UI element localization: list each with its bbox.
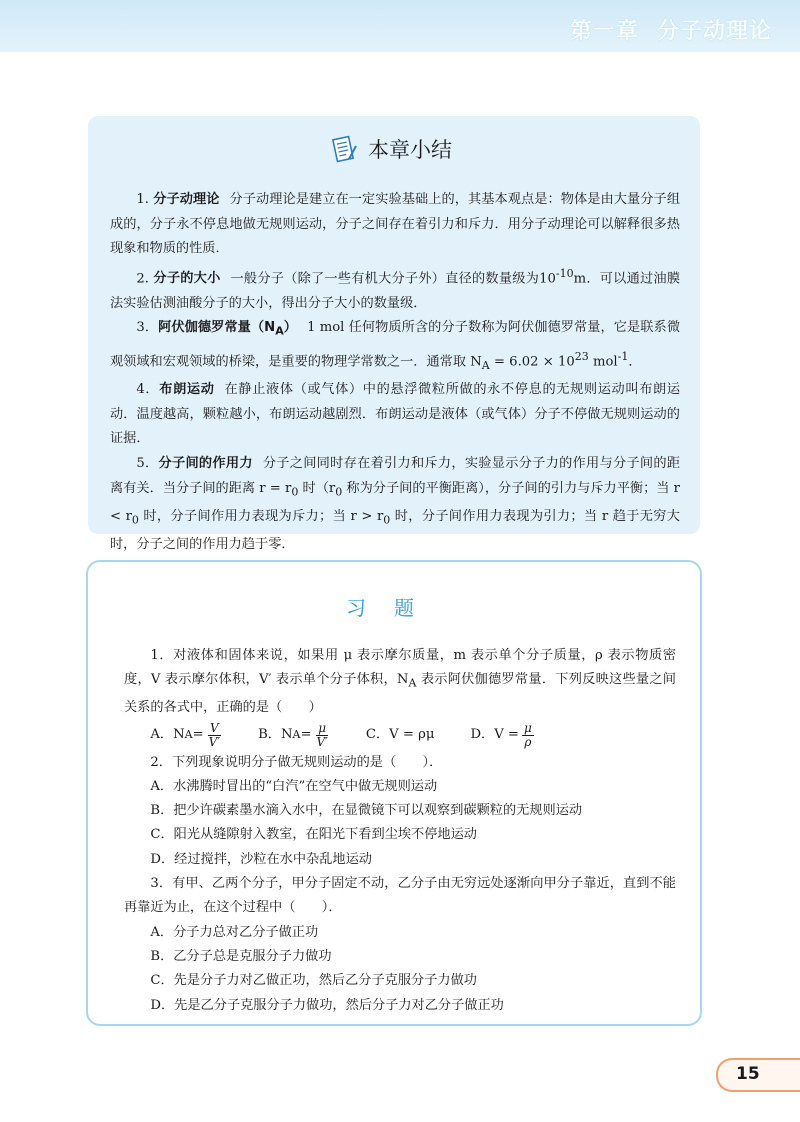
summary-item: 4．布朗运动 在静止液体（或气体）中的悬浮微粒所做的永不停息的无规则运动叫布朗运动．温度越高，颗粒越小，布朗运动越剧烈．布朗运动是液体（或气体）分子不停做无规则运动的证据．: [110, 382, 681, 447]
option-b: B．N A = $\frac{\mu}{V'}$: [258, 721, 328, 750]
question-1-options: [124, 721, 676, 751]
summary-heading: [328, 132, 452, 166]
q2-option-a: A．水沸腾时冒出的“白汽”在空气中做无规则运动: [150, 778, 438, 794]
summary-body: [110, 188, 680, 558]
chapter-label: 第一章: [569, 19, 639, 44]
option-c: C．V = ρμ: [365, 727, 435, 743]
summary-item: 3．阿伏伽德罗常量$(N_A)$ 1 mol 任何物质所含的分子数称为阿伏伽德罗常量，它是联系微观领域和宏观领域的桥梁，是重要的物理学常数之一．通常取 $N_A = 6.02 \times 10^{23}$ mol$^{-1}$．: [110, 320, 681, 372]
question-2: 2．下列现象说明分子做无规则运动的是（ ）．: [150, 754, 443, 770]
summary-item: 1. 分子动理论 分子动理论是建立在一定实验基础上的，其基本观点是：物体是由大量分子组成的，分子永不停息地做无规则运动，分子之间存在着引力和斥力．用分子动理论可以解释很多热现象和物质的性质．: [110, 192, 681, 257]
summary-title: 本章小结: [368, 138, 452, 162]
page-number-badge: [716, 1058, 800, 1092]
exercises-title: 习题: [346, 596, 442, 620]
chapter-title: [552, 14, 772, 45]
question-3: 3．有甲、乙两个分子，甲分子固定不动，乙分子由无穷远处逐渐向甲分子靠近，直到不能再靠近为止，在这个过程中（ ）．: [124, 876, 676, 916]
exercises-box: [86, 560, 702, 1026]
chapter-name: 分子动理论: [656, 19, 772, 44]
q3-option-d: D．先是乙分子克服分子力做功，然后分子力对乙分子做正功: [150, 997, 504, 1013]
q3-option-c: C．先是分子力对乙做正功，然后乙分子克服分子力做功: [150, 973, 477, 989]
q2-option-d: D．经过搅拌，沙粒在水中杂乱地运动: [150, 851, 372, 867]
summary-item: 2. 分子的大小 一般分子（除了一些有机大分子外）直径的数量级为$10^{-10}m$．可以通过油膜法实验估测油酸分子的大小，得出分子大小的数量级．: [110, 266, 681, 311]
question-1: 1．对液体和固体来说，如果用 μ 表示摩尔质量，m 表示单个分子质量，ρ 表示物质密度，V 表示摩尔体积，V′ 表示单个分子体积，$N_A$ 表示阿伏伽德罗常量．下列反映这些量之间关系的各式中，正确的是（ ）: [124, 648, 676, 716]
option-a: A．N A = $\frac{V}{V'}$: [150, 721, 221, 750]
header-band: [0, 0, 800, 52]
chapter-summary-box: [88, 116, 700, 553]
notes-icon: [328, 134, 358, 164]
q2-option-b: B．把少许碳素墨水滴入水中，在显微镜下可以观察到碳颗粒的无规则运动: [150, 803, 583, 819]
q3-option-a: A．分子力总对乙分子做正功: [150, 924, 319, 940]
page-number: 15: [736, 1064, 760, 1084]
q3-option-b: B．乙分子总是克服分子力做功: [150, 948, 332, 964]
exercises-body: [124, 644, 676, 1018]
q2-option-c: C．阳光从缝隙射入教室，在阳光下看到尘埃不停地运动: [150, 827, 477, 843]
summary-item: 5．分子间的作用力 分子之间同时存在着引力和斥力，实验显示分子力的作用与分子间的距离有关．当分子间的距离 $r = r_0$ 时（$r_0$ 称为分子间的平衡距离），分子间的引力与斥力平衡；当 $r < r_0$ 时，分子间作用力表现为斥力；当 $r > r_0$ 时，分子间作用力表现为引力；当 r 趋于无穷大时，分子之间的作用力趋于零．: [110, 456, 681, 553]
option-d: D．V = $\frac{\mu}{\rho}$: [470, 721, 532, 750]
